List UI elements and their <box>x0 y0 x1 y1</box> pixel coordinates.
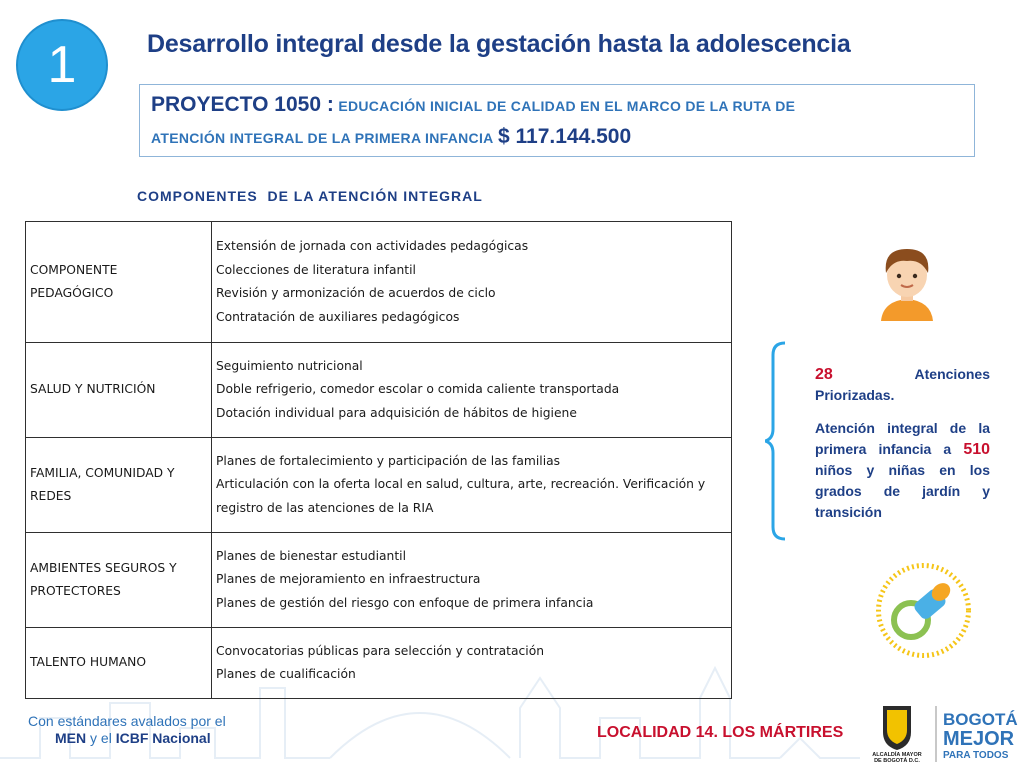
action-item: Planes de gestión del riesgo con enfoque de primera infancia <box>216 595 594 610</box>
credit-line-1: Con estándares avalados por el <box>28 713 226 729</box>
component-cell <box>26 222 212 343</box>
action-item: Planes de fortalecimiento y participación de las familias <box>216 453 561 468</box>
project-description-1: EDUCACIÓN INICIAL DE CALIDAD EN EL MARCO DE LA RUTA DE <box>338 98 796 114</box>
coverage-line <box>815 418 990 523</box>
priorities-line <box>815 364 990 406</box>
credit-conjunction: y el <box>90 730 112 746</box>
component-cell <box>26 628 212 699</box>
standards-credit <box>28 713 226 747</box>
components-table <box>25 221 732 699</box>
priorities-count: 28 <box>815 366 833 383</box>
slide-number-badge: 1 <box>16 19 108 111</box>
slide-title: Desarrollo integral desde la gestación hasta la adolescencia <box>147 30 851 58</box>
icbf-label: ICBF Nacional <box>115 730 211 746</box>
para-todos-word: PARA TODOS <box>943 750 1009 761</box>
action-item: Planes de mejoramiento en infraestructura <box>216 572 481 587</box>
bogota-word: BOGOTÁ <box>943 710 1018 729</box>
component-label: SALUD Y NUTRICIÓN <box>30 382 156 397</box>
bracket-icon <box>765 341 787 541</box>
project-box <box>139 84 975 157</box>
project-line-2 <box>151 125 631 149</box>
bogota-crest-logo <box>868 702 926 762</box>
action-item: Convocatorias públicas para selección y contratación <box>216 643 545 658</box>
action-item: Seguimiento nutricional <box>216 358 363 373</box>
table-row <box>26 628 732 699</box>
action-item: Revisión y armonización de acuerdos de ciclo <box>216 286 496 300</box>
actions-cell <box>212 628 732 699</box>
men-label: MEN <box>55 730 87 746</box>
component-label: AMBIENTES SEGUROS Y <box>30 560 177 575</box>
action-item: Planes de cualificación <box>216 667 356 681</box>
mejor-word: MEJOR <box>943 728 1015 750</box>
action-item: Contratación de auxiliares pedagógicos <box>216 309 460 324</box>
priorities-note <box>815 364 990 523</box>
action-item: Doble refrigerio, comedor escolar o comida caliente transportada <box>216 382 620 397</box>
table-row <box>26 343 732 438</box>
coverage-text-b: niños y niñas en los grados de jardín y transición <box>815 462 990 520</box>
credit-line-2 <box>28 730 226 747</box>
boy-avatar-icon <box>875 245 939 321</box>
table-row <box>26 533 732 628</box>
actions-cell <box>212 533 732 628</box>
coverage-count: 510 <box>963 441 991 458</box>
crest-text-2: DE BOGOTÁ D.C. <box>874 758 920 762</box>
action-item: Extensión de jornada con actividades pedagógicas <box>216 239 529 253</box>
component-label: PROTECTORES <box>30 584 121 598</box>
project-description-2: ATENCIÓN INTEGRAL DE LA PRIMERA INFANCIA <box>151 130 494 146</box>
action-item: registro de las atenciones de la RIA <box>216 500 434 515</box>
action-item: Colecciones de literatura infantil <box>216 262 416 277</box>
locality-label: LOCALIDAD 14. LOS MÁRTIRES <box>597 724 844 741</box>
actions-cell <box>212 438 732 533</box>
component-cell <box>26 533 212 628</box>
actions-cell <box>212 343 732 438</box>
action-item: Articulación con la oferta local en salud, cultura, arte, recreación. Verificación y <box>216 477 706 492</box>
pacifier-icon <box>875 562 972 659</box>
component-label: REDES <box>30 489 72 503</box>
action-item: Planes de bienestar estudiantil <box>216 548 406 563</box>
component-cell <box>26 343 212 438</box>
project-code: PROYECTO 1050 : <box>151 93 334 116</box>
project-amount: $ 117.144.500 <box>498 125 632 148</box>
component-cell <box>26 438 212 533</box>
crest-text-1: ALCALDÍA MAYOR <box>872 752 922 758</box>
bogota-mejor-logo <box>935 706 1019 762</box>
project-line-1 <box>151 93 795 117</box>
actions-cell <box>212 222 732 343</box>
component-label: FAMILIA, COMUNIDAD Y <box>30 465 175 480</box>
component-label: TALENTO HUMANO <box>30 655 147 670</box>
priorities-text: Atenciones Priorizadas. <box>815 366 990 403</box>
coverage-text-a: Atención integral de la primera infancia a <box>815 420 990 457</box>
action-item: Dotación individual para adquisición de hábitos de higiene <box>216 405 577 420</box>
component-label: PEDAGÓGICO <box>30 286 114 300</box>
table-row <box>26 438 732 533</box>
components-heading: COMPONENTES DE LA ATENCIÓN INTEGRAL <box>137 188 483 204</box>
component-label: COMPONENTE <box>30 262 118 277</box>
table-row <box>26 222 732 343</box>
